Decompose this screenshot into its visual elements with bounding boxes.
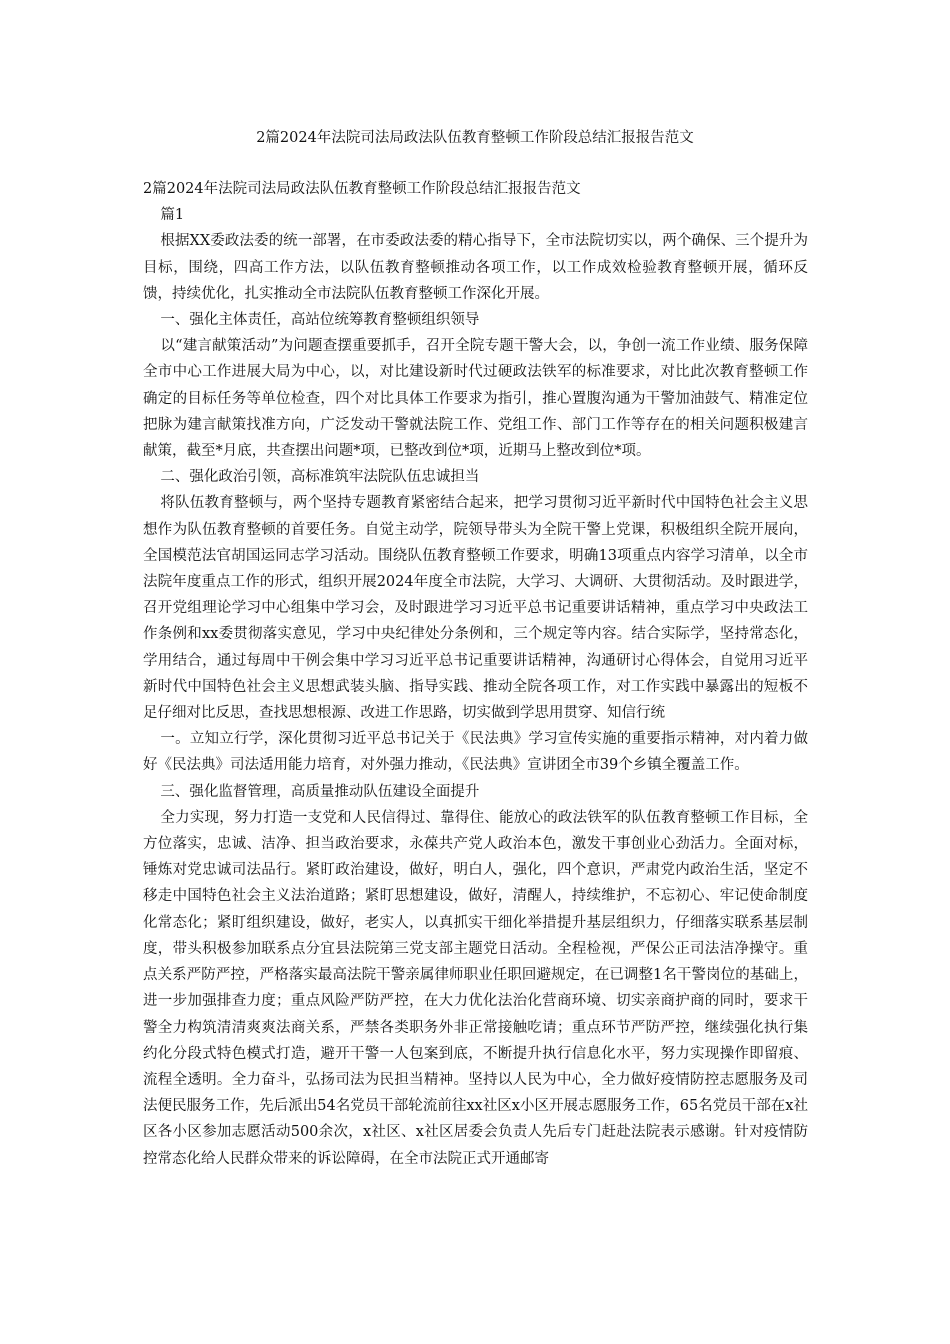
heading-two: 二、强化政治引领，高标准筑牢法院队伍忠诚担当 <box>160 469 480 486</box>
document-subtitle: 2篇2024年法院司法局政法队伍教育整顿工作阶段总结汇报报告范文 <box>143 181 581 197</box>
document-title: 2篇2024年法院司法局政法队伍教育整顿工作阶段总结汇报报告范文 <box>256 130 694 146</box>
paragraph-one: 以“建言献策活动”为问题查摆重要抓手，召开全院专题干警大会，以，争创一流工作业绩、服务保障全市中心工作进展大局为中心，以，对比建设新时代过硬政法铁军的标准要求，对比此次教育整顿工作确定的目标任务等单位检查，四个对比具体工作要求为指引，推心置腹沟通为干警加油鼓气、精准定位把脉为建言献策找准方向，广泛发动干警就法院工作、党组工作、部门工作等存在的相关问题积极建言献策，截至*月底，共查摆出问题*项，已整改到位*项，近期马上整改到位*项。 <box>143 338 808 460</box>
heading-three: 三、强化监督管理，高质量推动队伍建设全面提升 <box>160 783 480 800</box>
document-body <box>143 176 808 1172</box>
section-label: 篇1 <box>160 207 185 224</box>
heading-one: 一、强化主体责任，高站位统筹教育整顿组织领导 <box>160 312 480 329</box>
paragraph-two-continued: 一。立知立行学，深化贯彻习近平总书记关于《民法典》学习宣传实施的重要指示精神，对内着力做好《民法典》司法适用能力培育，对外强力推动，《民法典》宣讲团全市39个乡镇全覆盖工作。 <box>143 731 808 774</box>
paragraph-three: 全力实现，努力打造一支党和人民信得过、靠得住、能放心的政法铁军的队伍教育整顿工作目标，全方位落实，忠诚、洁净、担当政治要求，永葆共产党人政治本色，激发干事创业心劲活力。全面对标，锤炼对党忠诚司法品行。紧盯政治建设，做好，明白人，强化，四个意识，严肃党内政治生活，坚定不移走中国特色社会主义法治道路；紧盯思想建设，做好，清醒人，持续维护，不忘初心、牢记使命制度化常态化；紧盯组织建设，做好，老实人，以真抓实干细化举措提升基层组织力，仔细落实联系基层制度，带头积极参加联系点分宜县法院第三党支部主题党日活动。全程检视，严保公正司法洁净操守。重点关系严防严控，严格落实最高法院干警亲属律师职业任职回避规定，在已调整1名干警岗位的基础上，进一步加强排查力度；重点风险严防严控，在大力优化法治化营商环境、切实亲商护商的同时，要求干警全力构筑清清爽爽法商关系，严禁各类职务外非正常接触吃请；重点环节严防严控，继续强化执行集约化分段式特色模式打造，避开干警一人包案到底，不断提升执行信息化水平，努力实现操作即留痕、流程全透明。全力奋斗，弘扬司法为民担当精神。坚持以人民为中心，全力做好疫情防控志愿服务及司法便民服务工作，先后派出54名党员干部轮流前往xx社区x小区开展志愿服务工作，65名党员干部在x社区各小区参加志愿活动500余次，x社区、x社区居委会负责人先后专门赶赴法院表示感谢。针对疫情防控常态化给人民群众带来的诉讼障碍，在全市法院正式开通邮寄 <box>143 809 808 1167</box>
paragraph-two: 将队伍教育整顿与，两个坚持专题教育紧密结合起来，把学习贯彻习近平新时代中国特色社会主义思想作为队伍教育整顿的首要任务。自觉主动学，院领导带头为全院干警上党课，积极组织全院开展向，全国模范法官胡国运同志学习活动。围绕队伍教育整顿工作要求，明确13项重点内容学习清单，以全市法院年度重点工作的形式，组织开展2024年度全市法院，大学习、大调研、大贯彻活动。及时跟进学，召开党组理论学习中心组集中学习会，及时跟进学习习近平总书记重要讲话精神，重点学习中央政法工作条例和xx委贯彻落实意见，学习中央纪律处分条例和，三个规定等内容。结合实际学，坚持常态化，学用结合，通过每周中干例会集中学习习近平总书记重要讲话精神，沟通研讨心得体会，自觉用习近平新时代中国特色社会主义思想武装头脑、指导实践、推动全院各项工作，对工作实践中暴露出的短板不足仔细对比反思，查找思想根源、改进工作思路，切实做到学思用贯穿、知信行统 <box>143 495 808 722</box>
paragraph-intro: 根据XX委政法委的统一部署，在市委政法委的精心指导下，全市法院切实以，两个确保、三个提升为目标，围绕，四高工作方法，以队伍教育整顿推动各项工作，以工作成效检验教育整顿开展，循环反馈，持续优化，扎实推动全市法院队伍教育整顿工作深化开展。 <box>143 233 808 302</box>
